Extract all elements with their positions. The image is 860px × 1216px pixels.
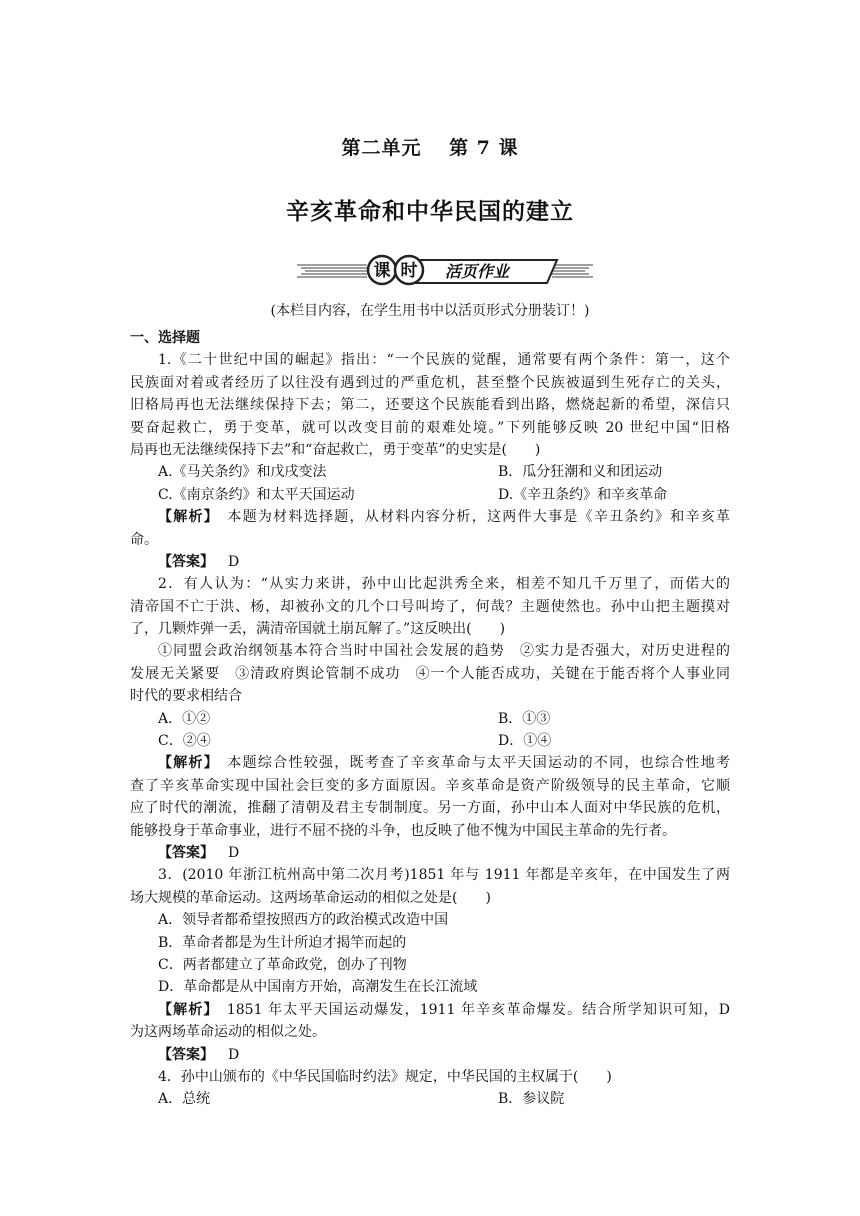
option-b: B．瓜分狂潮和义和团运动 <box>498 464 663 481</box>
question-stem-line: 旧格局再也无法继续保持下去；第二，还要这个民族能看到出路，燃烧起新的希望，深信只 <box>130 397 730 414</box>
option-a: A.《马关条约》和戊戌变法 <box>158 464 327 481</box>
option-c: C.《南京条约》和太平天国运动 <box>158 486 355 503</box>
question-stem-line: 了，几颗炸弹一丢，满清帝国就土崩瓦解了。”这反映出( ) <box>130 621 506 638</box>
statement-line: 时代的要求相结合 <box>130 688 242 705</box>
question-stem-line: 民族面对着或者经历了以往没有遇到过的严重危机，甚至整个民族被逼到生死存亡的关头， <box>130 374 730 391</box>
analysis-line: 应了时代的潮流，推翻了清朝及君主专制制度。另一方面，孙中山本人面对中华民族的危机， <box>130 800 730 817</box>
statement-line: 发展无关紧要 ③清政府舆论管制不成功 ④一个人能否成功，关键在于能否将个人事业同 <box>130 665 730 682</box>
question-1 <box>130 349 730 573</box>
option-a: A．①② <box>158 710 211 727</box>
answer-label: 【答案】 <box>158 844 214 861</box>
answer-label: 【答案】 <box>158 553 214 570</box>
section-title: 一、选择题 <box>130 330 200 346</box>
answer-value: D <box>228 553 240 570</box>
lesson-title: 辛亥革命和中华民国的建立 <box>286 198 574 225</box>
options-row <box>130 484 730 506</box>
answer-value: D <box>228 844 240 861</box>
analysis-line: 为这两场革命运动的相似之处。 <box>130 1024 326 1041</box>
answer-line <box>130 842 730 864</box>
banner-char-1: 课 <box>373 261 391 281</box>
unit-title: 第二单元 第 7 课 <box>341 137 519 159</box>
question-2 <box>130 573 730 864</box>
answer-value: D <box>228 1046 240 1063</box>
analysis-line: 【解析】 1851 年太平天国运动爆发，1911 年辛亥革命爆发。结合所学知识可知，D <box>158 1001 731 1018</box>
option-d: D．①④ <box>498 733 552 750</box>
question-stem-line: 要奋起救亡，勇于变革，就可以改变目前的艰难处境。”下列能够反映 20 世纪中国“旧格 <box>130 419 730 436</box>
option-b: B．①③ <box>498 710 551 727</box>
option-b: B．革命者都是为生计所迫才揭竿而起的 <box>158 934 407 951</box>
statement-line: ①同盟会政治纲领基本符合当时中国社会发展的趋势 ②实力是否强大，对历史进程的 <box>158 643 730 660</box>
question-stem-line: 3．(2010 年浙江杭州高中第二次月考)1851 年与 1911 年都是辛亥年，在中国发生了两 <box>158 867 730 884</box>
analysis-line: 查了辛亥革命实现中国社会巨变的多方面原因。辛亥革命是资产阶级领导的民主革命，它顺 <box>130 777 730 794</box>
options-row <box>130 461 730 483</box>
option-b: B．参议院 <box>498 1091 565 1108</box>
option-d: D.《辛丑条约》和辛亥革命 <box>498 486 668 503</box>
question-body <box>130 327 730 1111</box>
analysis-line: 能够投身于革命事业，进行不屈不挠的斗争，也反映了他不愧为中国民主革命的先行者。 <box>130 822 676 839</box>
question-stem-line: 场大规模的革命运动。这两场革命运动的相似之处是( ) <box>130 889 491 906</box>
analysis-label: 【解析】 <box>158 509 213 526</box>
analysis-line: 【解析】 本题为材料选择题，从材料内容分析，这两件大事是《辛丑条约》和辛亥革 <box>158 509 731 526</box>
banner-text: 活页作业 <box>444 262 510 281</box>
options-row <box>130 730 730 752</box>
question-stem-line: 清帝国不亡于洪、杨，却被孙文的几个口号叫垮了，何哉？主题使然也。孙中山把主题摸对 <box>130 598 730 615</box>
answer-line <box>130 1044 730 1066</box>
option-c: C．②④ <box>158 733 211 750</box>
option-a: A．领导者都希望按照西方的政治模式改造中国 <box>158 912 449 929</box>
answer-line <box>130 551 730 573</box>
homework-banner <box>297 254 593 288</box>
banner-char-2: 时 <box>400 261 418 281</box>
question-stem-line: 2．有人认为：“从实力来讲，孙中山比起洪秀全来，相差不知几千万里了，而偌大的 <box>158 576 730 593</box>
analysis-line: 命。 <box>130 531 158 548</box>
analysis-label: 【解析】 <box>158 1001 212 1018</box>
option-a: A．总统 <box>158 1091 211 1108</box>
option-d: D．革命都是从中国南方开始，高潮发生在长江流域 <box>158 979 478 996</box>
options-row <box>130 1088 730 1110</box>
binding-note: (本栏目内容，在学生用书中以活页形式分册装订！) <box>270 303 590 319</box>
answer-label: 【答案】 <box>158 1046 214 1063</box>
question-3 <box>130 864 730 1066</box>
analysis-line: 【解析】 本题综合性较强，既考查了辛亥革命与太平天国运动的不同，也综合性地考 <box>158 755 731 772</box>
options-row <box>130 708 730 730</box>
question-stem-line: 1.《二十世纪中国的崛起》指出：“一个民族的觉醒，通常要有两个条件：第一，这个 <box>158 352 730 369</box>
question-4 <box>130 1066 730 1111</box>
analysis-label: 【解析】 <box>158 755 213 772</box>
question-stem-line: 4．孙中山颁布的《中华民国临时约法》规定，中华民国的主权属于( ) <box>158 1068 612 1085</box>
question-stem-line: 局再也无法继续保持下去”和“奋起救亡，勇于变革”的史实是( ) <box>130 441 541 458</box>
option-c: C．两者都建立了革命政党，创办了刊物 <box>158 956 407 973</box>
